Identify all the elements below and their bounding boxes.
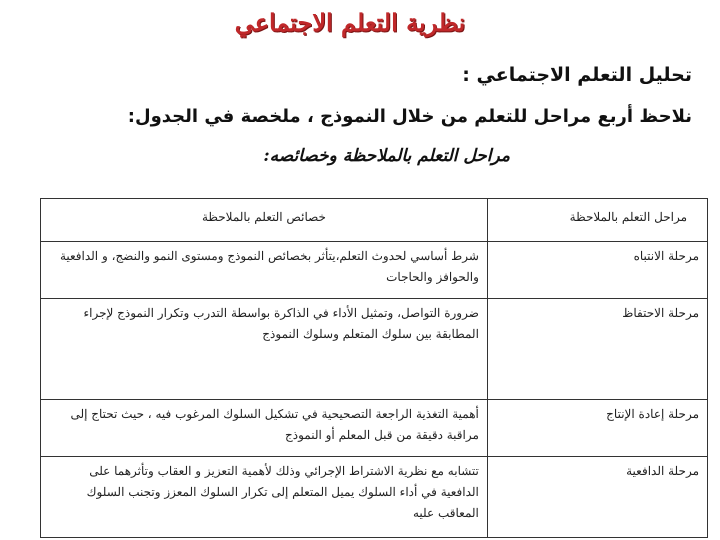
stage-cell: مرحلة الدافعية — [487, 457, 707, 538]
section-heading-analysis: تحليل التعلم الاجتماعي : — [462, 64, 692, 86]
stage-cell: مرحلة الاحتفاظ — [487, 299, 707, 400]
description-cell: ضرورة التواصل، وتمثيل الأداء في الذاكرة بواسطة التدرب وتكرار النموذج لإجراء المطابقة بين سلوك المتعلم وسلوك النموذج — [41, 299, 488, 400]
header-characteristics: خصائص التعلم بالملاحظة — [41, 199, 488, 242]
table-row — [41, 242, 708, 299]
intro-sentence: نلاحظ أربع مراحل للتعلم من خلال النموذج ، ملخصة في الجدول: — [127, 106, 692, 127]
description-cell: أهمية التغذية الراجعة التصحيحية في تشكيل السلوك المرغوب فيه ، حيث تحتاج إلى مراقبة دقيقة من قبل المعلم أو النموذج — [41, 400, 488, 457]
header-stages: مراحل التعلم بالملاحظة — [487, 199, 707, 242]
document-title: نظرية التعلم الاجتماعي — [234, 8, 466, 37]
table-row — [41, 299, 708, 400]
table-row — [41, 457, 708, 538]
stage-cell: مرحلة إعادة الإنتاج — [487, 400, 707, 457]
table-header-row — [41, 199, 708, 242]
description-cell: شرط أساسي لحدوث التعلم،يتأثر بخصائص النموذج ومستوى النمو والنضج، و الدافعية والحوافز والحاجات — [41, 242, 488, 299]
stage-cell: مرحلة الانتباه — [487, 242, 707, 299]
table-subtitle: مراحل التعلم بالملاحظة وخصائصه: — [263, 146, 510, 166]
table-row — [41, 400, 708, 457]
stages-table — [40, 198, 708, 538]
description-cell: تتشابه مع نظرية الاشتراط الإجرائي وذلك لأهمية التعزيز و العقاب وتأثرهما على الدافعية في أداء السلوك يميل المتعلم إلى تكرار السلوك المعزز وتجنب السلوك المعاقب عليه — [41, 457, 488, 538]
